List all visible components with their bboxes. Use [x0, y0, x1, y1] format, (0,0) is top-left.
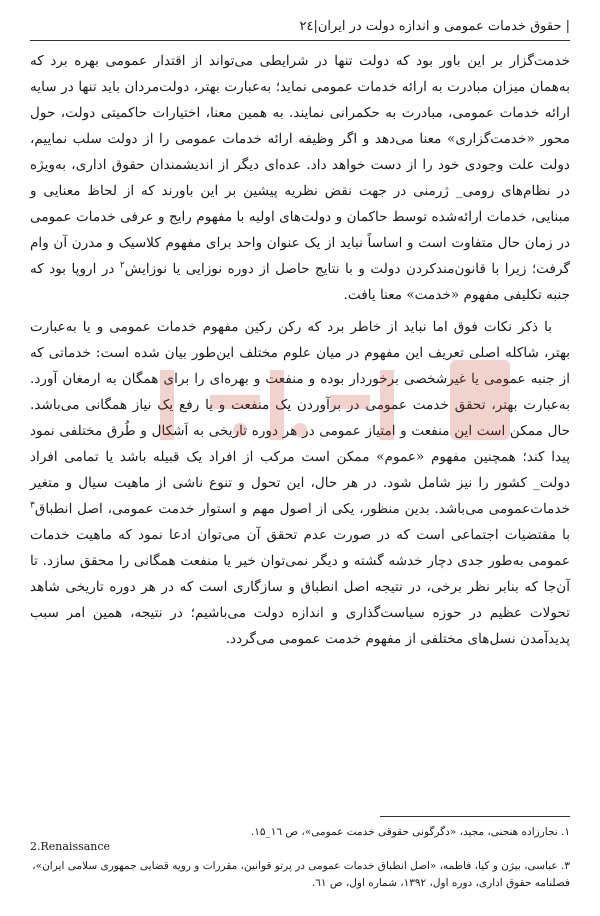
header-rule	[30, 40, 570, 41]
footnote-3: ۳. عباسی، بیژن و کیا، فاطمه، «اصل انطباق خدمات عمومی در پرتو قوانین، مقررات و رویه قضایی جمهوری سلامی ایران»، فصلنامه حقوق اداری، دوره اول، ۱۳۹۲، شماره اول، ص ٦۱.	[32, 860, 570, 889]
main-text	[30, 48, 570, 658]
paragraph-2-end: با مقتضیات اجتماعی است که در صورت عدم تحقق آن می‌توان ادعا نمود که ماهیت خدمات عمومی به‌طور جدی دچار خدشه گشته و دیگر نمی‌توان خیر یا منفعت همگانی را محقق سازد. تا آن‌جا که بنابر نظر برخی، در نتیجه اصل انطباق و سازگاری است که در هر دوره تاریخی شاهد تحولات عظیم در حوزه سیاست‌گذاری و اندازه دولت می‌باشیم؛ در نتیجه، همین امر سبب پدیدآمدن نسل‌های مختلفی از مفهوم خدمت عمومی می‌گردد.	[30, 527, 570, 647]
footnote-2: 2.Renaissance	[30, 840, 111, 853]
footnotes	[30, 824, 570, 892]
footnote-2-spacer	[30, 841, 570, 858]
footnote-ref-2: ۲	[119, 260, 125, 271]
running-header: | حقوق خدمات عمومی و اندازه دولت در ایران|۲٤	[299, 19, 570, 34]
footnote-rule	[380, 816, 570, 817]
paragraph-2-text: با ذکر نکات فوق اما نباید از خاطر برد که رکن رکین مفهوم خدمات عمومی و یا به‌عبارت بهتر، شاکله اصلی تعریف این مفهوم در میان علوم مختلف این‌طور بیان شده است: خدماتی که از جنبه عمومی یا غیرشخصی برخوردار بوده و منفعت و بهره‌ای را برای همگان به ارمغان آورد. به‌عبارت بهتر، تحقق خدمت عمومی در برآوردن یک منفعت و یا رفع یک نیاز همگانی می‌باشد. حال ممکن است این منفعت و امتیاز عمومی در هر دوره تاریخی به اَشکال و طُرق مختلفی نمود پیدا کند؛ همچنین مفهوم «عموم» ممکن است مرکب از افراد یک قبیله باشد یا تمامی افراد دولت_ کشور را نیز شامل شود. در هر حال، این تحول و تنوع ناشی از ماهیت سیال و متغیر خدمات‌عمومی می‌باشد. بدین منظور، یکی از اصول مهم و استوار خدمت عمومی، اصل انطباق	[30, 319, 570, 517]
paragraph-1-end: در اروپا بود که جنبه تکلیفی مفهوم «خدمت» معنا یافت.	[30, 261, 570, 303]
paragraph-1-text: خدمت‌گزار بر این باور بود که دولت تنها در شرایطی می‌تواند از اقتدار عمومی بهره برد که به‌همان میزان مبادرت به ارائه خدمات عمومی نماید؛ به‌عبارت بهتر، دولت‌مردان باید تنها در سایه ارائه خدمات عمومی، مبادرت به حکمرانی نمایند. به همین معنا، اختیارات حاکمیتی دولت، حول محور «خدمت‌گزاری» معنا می‌دهد و اگر وظیفه ارائه خدمات عمومی را از دولت سلب نماییم، دولت علت وجودی خود را از دست خواهد داد. عده‌ای دیگر از اندیشمندان حقوق اداری، به‌ویژه در نظام‌های رومی_ ژرمنی در جهت نقض نظریه پیشین بر این باورند که از لحاظ معنایی و مبنایی، خدمات ارائه‌شده توسط حاکمان و دولت‌های اولیه با مفهوم رایج و عرفی خدمات عمومی در زمان حال متفاوت است و اساساً نباید از یک عنوان واحد برای مفهوم کلاسیک و مدرن آن وام گرفت؛ زیرا با قانون‌مندکردن دولت و با نتایج حاصل از دوره نوزایی یا نوزایش	[30, 53, 570, 277]
footnote-1: ۱. نجارزاده هنجنی، مجید، «دگرگونی حقوقی خدمت عمومی»، ص ۱٦_۱۵.	[250, 826, 570, 838]
paragraph-2	[30, 314, 570, 652]
footnote-ref-3: ۳	[30, 500, 35, 511]
paragraph-1	[30, 48, 570, 308]
